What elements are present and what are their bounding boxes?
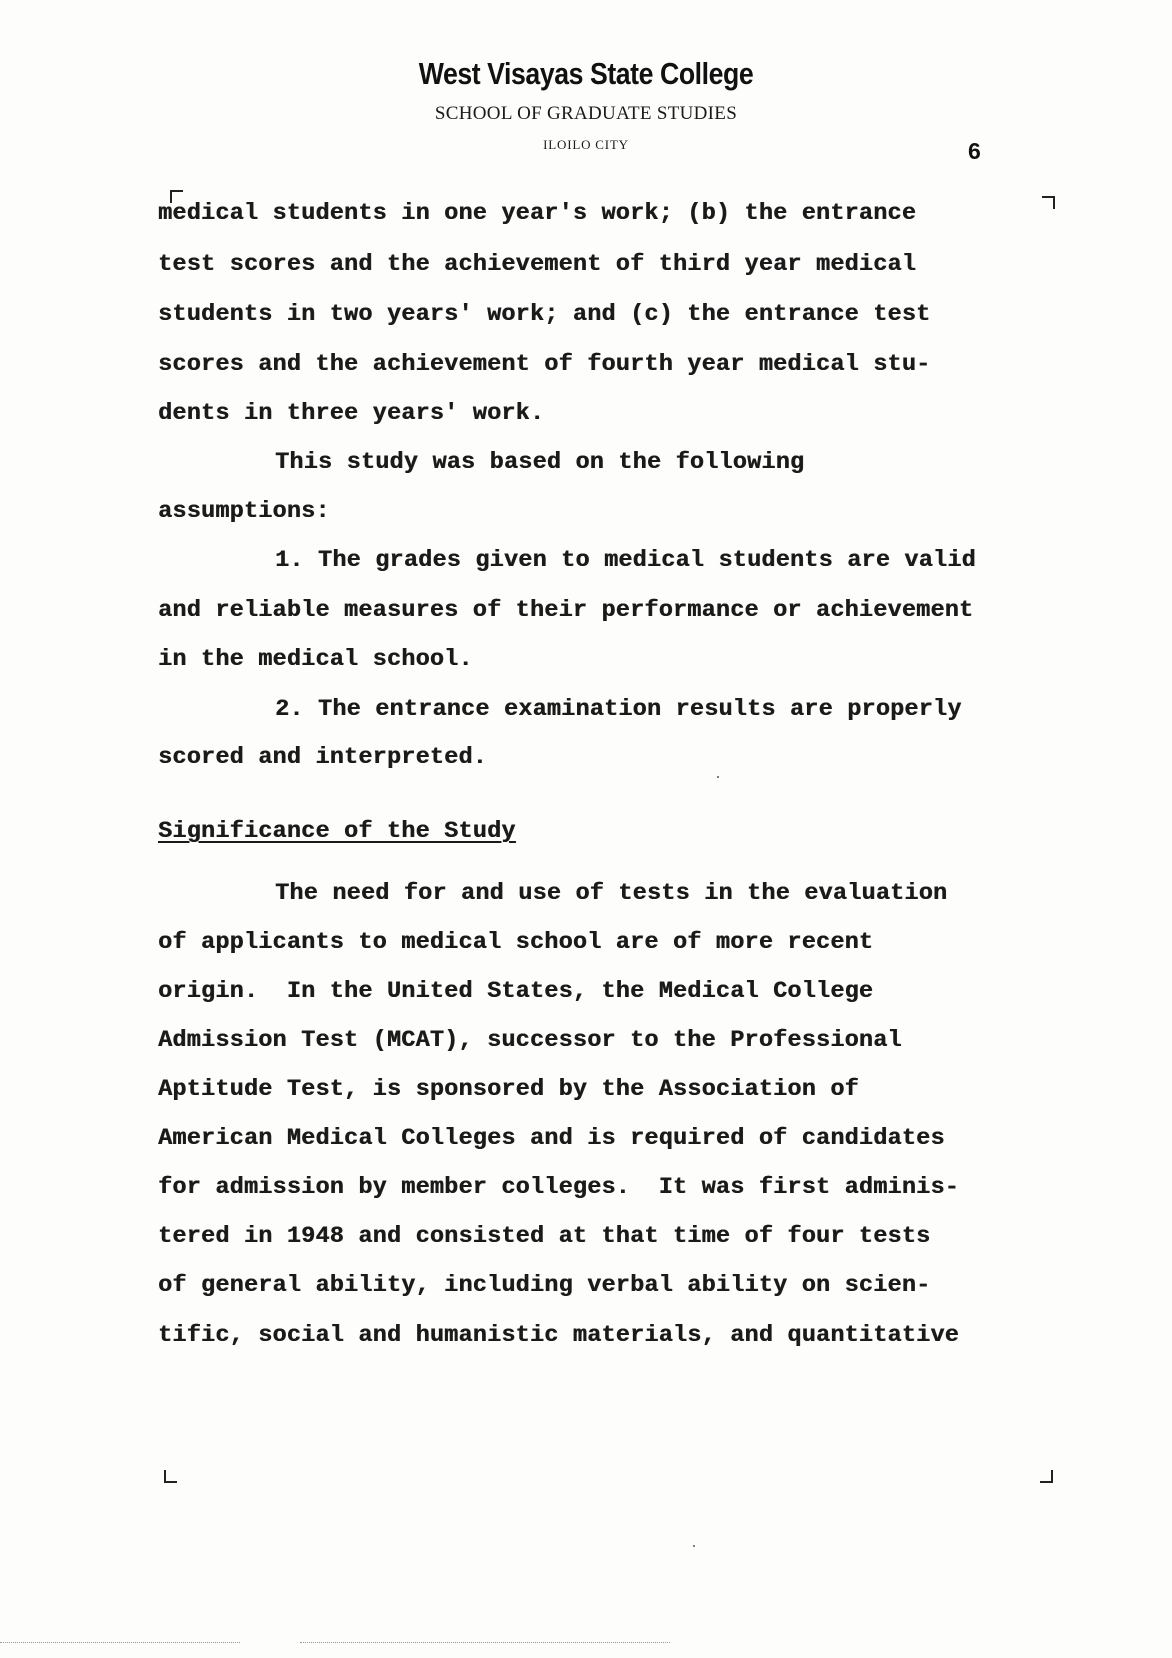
assumption-2: 2. The entrance examination results are properly xyxy=(275,696,962,723)
section-line: origin. In the United States, the Medical College xyxy=(158,978,874,1005)
scan-speck xyxy=(693,1545,695,1547)
body-line: This study was based on the following xyxy=(275,449,805,476)
section-line: tered in 1948 and consisted at that time of four tests xyxy=(158,1223,931,1250)
section-line: American Medical Colleges and is required of candidates xyxy=(158,1125,945,1152)
section-line: Admission Test (MCAT), successor to the Professional xyxy=(158,1027,902,1054)
crop-mark-bottom-left xyxy=(164,1470,177,1483)
body-line: in the medical school. xyxy=(158,646,473,673)
crop-mark-bottom-right xyxy=(1040,1470,1053,1483)
body-line: test scores and the achievement of third year medical xyxy=(158,251,917,278)
body-line: dents in three years' work. xyxy=(158,400,545,427)
section-heading: Significance of the Study xyxy=(158,818,516,845)
section-line: of applicants to medical school are of more recent xyxy=(158,929,874,956)
section-line: The need for and use of tests in the evaluation xyxy=(275,880,948,907)
body-line: medical students in one year's work; (b) the entrance xyxy=(158,200,917,227)
body-line: assumptions: xyxy=(158,498,330,525)
city-name: ILOILO CITY xyxy=(543,137,629,152)
school-name: SCHOOL OF GRADUATE STUDIES xyxy=(434,103,738,124)
crop-mark-top-right xyxy=(1042,196,1055,209)
section-line: of general ability, including verbal ability on scien- xyxy=(158,1272,931,1299)
institution-name: West Visayas State College xyxy=(418,56,754,91)
scan-footer-artifact xyxy=(0,1638,1172,1648)
body-line: scored and interpreted. xyxy=(158,744,487,771)
section-line: Aptitude Test, is sponsored by the Association of xyxy=(158,1076,859,1103)
body-line: scores and the achievement of fourth year medical stu- xyxy=(158,351,931,378)
body-line: and reliable measures of their performance or achievement xyxy=(158,597,974,624)
section-line: for admission by member colleges. It was first adminis- xyxy=(158,1174,959,1201)
page-number: 6 xyxy=(968,138,981,164)
body-line: students in two years' work; and (c) the entrance test xyxy=(158,301,931,328)
assumption-1: 1. The grades given to medical students are valid xyxy=(275,547,976,574)
section-line: tific, social and humanistic materials, and quantitative xyxy=(158,1322,959,1349)
scan-speck xyxy=(717,776,719,778)
